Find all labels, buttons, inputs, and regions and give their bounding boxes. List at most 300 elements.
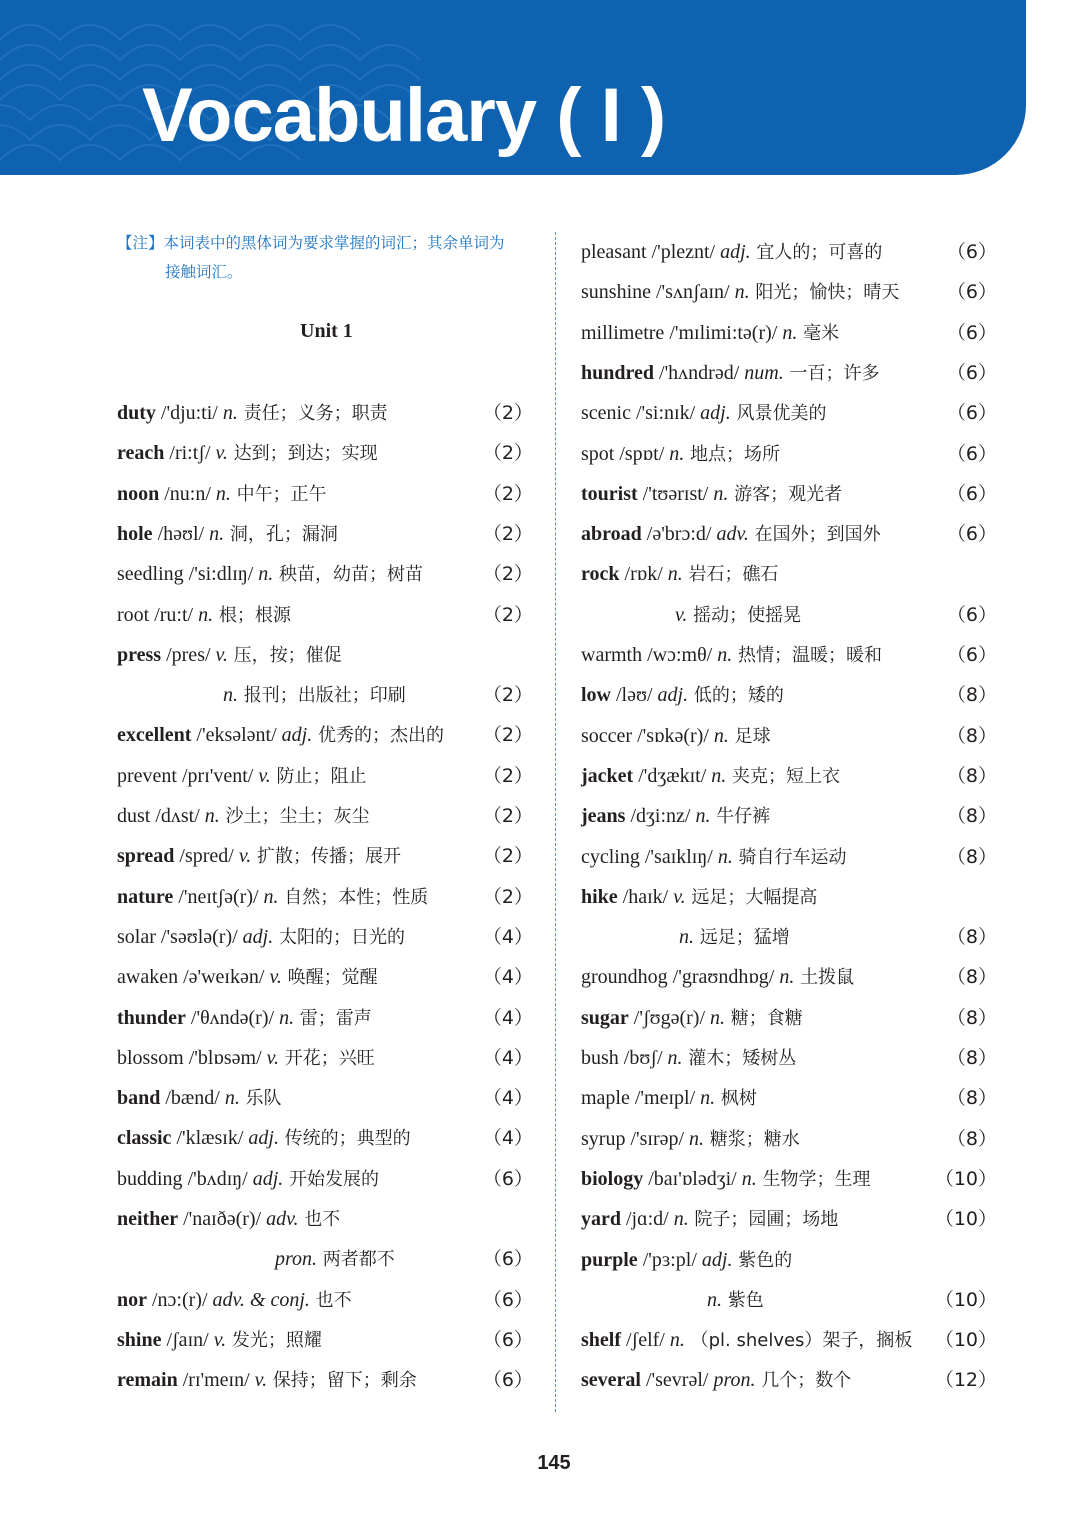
part-of-speech: n.	[204, 805, 220, 827]
part-of-speech: n.	[710, 1006, 726, 1029]
phonetic: /baɪ'ɒlədʒi/	[643, 1167, 742, 1190]
phonetic: /'saɪklɪŋ/	[639, 845, 718, 868]
page-reference: （8）	[946, 926, 997, 949]
page-reference: （6）	[946, 442, 997, 465]
page-reference: （4）	[482, 966, 533, 989]
page-reference: （6）	[482, 1328, 533, 1351]
definition: 低的；矮的	[688, 685, 784, 707]
part-of-speech: adv. & conj.	[212, 1288, 310, 1311]
word: spread	[117, 845, 175, 868]
page-reference: （8）	[946, 845, 997, 868]
page-reference: （6）	[946, 281, 997, 304]
vocab-entry	[581, 640, 997, 670]
phonetic: /ru:t/	[149, 603, 199, 626]
word: hole	[117, 522, 153, 545]
vocab-entry	[117, 479, 533, 509]
phonetic: /'meɪpl/	[629, 1087, 701, 1110]
definition: 秧苗，幼苗；树苗	[273, 564, 424, 586]
part-of-speech: adj.	[248, 1127, 279, 1150]
part-of-speech: n.	[707, 1288, 722, 1311]
definition: 中午；正午	[230, 483, 327, 505]
part-of-speech: adj.	[252, 1167, 284, 1190]
definition: 热情；温暖；暖和	[732, 645, 882, 666]
part-of-speech: n.	[223, 684, 238, 707]
definition: 生物学；生理	[756, 1168, 871, 1190]
definition: 达到；到达；实现	[227, 443, 378, 465]
word: solar	[117, 925, 156, 948]
definition: 几个；数个	[755, 1370, 852, 1392]
part-of-speech: v.	[213, 1328, 227, 1351]
part-of-speech: adj.	[701, 1248, 733, 1271]
page-reference: （4）	[482, 925, 533, 948]
definition: 优秀的；杰出的	[312, 725, 444, 747]
vocab-entry	[117, 1204, 533, 1234]
phonetic: /'sevrəl/	[640, 1369, 714, 1392]
phonetic: /'səʊlə(r)/	[155, 925, 243, 948]
definition: 灌木；矮树丛	[682, 1048, 797, 1069]
vocab-entry	[707, 1285, 997, 1315]
word: awaken	[117, 966, 179, 989]
page-reference: （8）	[946, 1127, 997, 1150]
phonetic: /ə'weɪkən/	[178, 966, 270, 989]
part-of-speech: n.	[263, 885, 279, 908]
page-reference: （6）	[946, 603, 997, 626]
word: jeans	[581, 805, 626, 828]
word: shelf	[581, 1329, 621, 1352]
part-of-speech: v.	[269, 966, 282, 989]
part-of-speech: n.	[669, 442, 685, 465]
definition: 紫色	[722, 1289, 764, 1311]
vocab-entry	[117, 1285, 533, 1315]
vocab-entry	[117, 559, 533, 589]
definition: 远足；大幅提高	[685, 886, 818, 908]
definition: 毫米	[797, 322, 840, 344]
vocab-entry	[581, 519, 997, 549]
phonetic: /dʌst/	[150, 805, 205, 827]
definition: 开花；兴旺	[279, 1047, 375, 1069]
vocab-entry	[117, 720, 533, 750]
part-of-speech: adv.	[266, 1208, 299, 1230]
page-reference: （2）	[482, 764, 533, 787]
page-reference: （2）	[482, 684, 533, 707]
vocab-entry	[275, 1244, 533, 1274]
word: warmth	[581, 644, 643, 666]
vocab-entry	[581, 721, 997, 751]
phonetic: /bænd/	[160, 1087, 225, 1110]
part-of-speech: n.	[224, 1087, 240, 1110]
vocab-entry	[581, 1365, 997, 1395]
vocab-entry	[117, 1164, 533, 1194]
unit-heading: Unit 1	[300, 320, 353, 342]
word: several	[581, 1369, 641, 1392]
page-reference: （8）	[946, 1087, 997, 1110]
page-reference: （8）	[946, 764, 997, 787]
word: remain	[117, 1369, 178, 1392]
page-reference: （2）	[482, 885, 533, 908]
page-reference: （8）	[946, 684, 997, 707]
word: sugar	[581, 1006, 629, 1029]
page-reference: （4）	[482, 1046, 533, 1069]
word: rock	[581, 563, 620, 586]
word: blossom	[117, 1046, 184, 1069]
phonetic: /haɪk/	[617, 885, 674, 908]
definition: 发光；照耀	[226, 1329, 322, 1351]
vocab-entry	[117, 1083, 533, 1113]
word: scenic	[581, 402, 631, 425]
definition: 阳光；愉快；晴天	[749, 282, 900, 304]
vocab-entry	[117, 600, 533, 630]
vocab-entry	[581, 318, 997, 348]
vocab-entry	[581, 1124, 997, 1154]
note-line-1: 【注】本词表中的黑体词为要求掌握的词汇；其余单词为	[117, 234, 505, 252]
phonetic: /ʃelf/	[621, 1329, 670, 1352]
definition: 根；根源	[213, 604, 291, 626]
vocab-entry	[223, 680, 533, 710]
phonetic: /'bʌdɪŋ/	[182, 1167, 253, 1190]
phonetic: /'pɜ:pl/	[637, 1248, 702, 1271]
column-divider	[555, 232, 556, 1412]
vocab-entry	[581, 962, 997, 992]
vocab-entry	[117, 922, 533, 952]
part-of-speech: n.	[713, 482, 729, 505]
definition: 风景优美的	[730, 403, 827, 425]
header-banner	[0, 0, 1026, 175]
part-of-speech: pron.	[713, 1369, 756, 1392]
page-reference: （2）	[482, 402, 533, 424]
word: root	[117, 603, 150, 626]
word: bush	[581, 1047, 619, 1069]
definition: 也不	[309, 1289, 352, 1311]
phonetic: /'sʌnʃaɪn/	[651, 281, 735, 304]
page-reference: （6）	[946, 241, 997, 263]
vocab-entry	[581, 1003, 997, 1033]
page-reference: （8）	[946, 1006, 997, 1029]
page-reference: （10）	[934, 1288, 997, 1311]
part-of-speech: adj.	[657, 684, 689, 707]
definition: 太阳的；日光的	[273, 926, 405, 948]
word: yard	[581, 1208, 621, 1231]
definition: 乐队	[239, 1088, 282, 1110]
phonetic: /'ʃʊgə(r)/	[628, 1006, 711, 1029]
part-of-speech: adj.	[720, 241, 751, 263]
phonetic: /dʒi:nz/	[625, 805, 696, 828]
phonetic: /'mɪlimi:tə(r)/	[664, 321, 783, 344]
phonetic: /bʊʃ/	[618, 1047, 668, 1069]
page-reference: （2）	[482, 563, 533, 586]
part-of-speech: v.	[673, 885, 686, 908]
word: millimetre	[581, 321, 665, 344]
word: groundhog	[581, 966, 668, 989]
part-of-speech: n.	[782, 321, 798, 344]
vocab-entry	[117, 1043, 533, 1073]
page-reference: （2）	[482, 522, 533, 545]
word: band	[117, 1087, 161, 1110]
word: jacket	[581, 764, 634, 787]
definition: 防止；阻止	[270, 765, 367, 787]
word: abroad	[581, 523, 642, 546]
definition: 开始发展的	[283, 1168, 380, 1190]
word: nor	[117, 1288, 147, 1311]
word: hundred	[581, 361, 655, 384]
vocab-entry	[117, 1123, 533, 1153]
part-of-speech: n.	[673, 1208, 689, 1231]
part-of-speech: n.	[700, 1087, 716, 1110]
definition: 足球	[728, 725, 771, 747]
part-of-speech: n.	[711, 764, 727, 787]
part-of-speech: v.	[266, 1046, 280, 1069]
part-of-speech: v.	[675, 603, 688, 626]
definition: 责任；义务；职责	[237, 403, 388, 424]
page-reference: （6）	[946, 402, 997, 425]
word: budding	[117, 1167, 183, 1190]
part-of-speech: pron.	[275, 1248, 318, 1271]
definition: 报刊；出版社；印刷	[238, 685, 406, 707]
page-reference: （6）	[482, 1369, 533, 1392]
phonetic: /'eksələnt/	[191, 724, 282, 747]
page-reference: （6）	[482, 1167, 533, 1190]
phonetic: /spred/	[174, 845, 239, 868]
part-of-speech: n.	[717, 845, 733, 868]
page-reference: （2）	[482, 805, 533, 827]
vocab-entry	[679, 922, 997, 952]
part-of-speech: n.	[717, 644, 733, 666]
definition: 保持；留下；剩余	[267, 1370, 417, 1392]
vocab-entry	[581, 1164, 997, 1194]
part-of-speech: n.	[258, 563, 274, 586]
phonetic: /'klæsɪk/	[171, 1127, 249, 1150]
page-reference: （6）	[946, 482, 997, 505]
definition: 糖浆；糖水	[704, 1128, 800, 1150]
word: cycling	[581, 845, 640, 868]
definition: 岩石；礁石	[682, 564, 779, 586]
definition: 唤醒；觉醒	[281, 967, 378, 989]
vocab-entry	[581, 358, 997, 388]
word: dust	[117, 805, 151, 827]
vocab-entry	[117, 398, 533, 428]
part-of-speech: v.	[215, 643, 228, 666]
definition: 地点；场所	[684, 443, 780, 465]
definition: 也不	[298, 1209, 341, 1230]
vocab-entry	[581, 1083, 997, 1113]
definition: 紫色的	[732, 1249, 793, 1271]
page-reference: （8）	[946, 1047, 997, 1069]
part-of-speech: n.	[667, 1047, 683, 1069]
word: duty	[117, 402, 156, 424]
note-line-2: 接触词汇。	[165, 263, 243, 281]
vocab-entry	[581, 761, 997, 791]
vocab-entry	[581, 801, 997, 831]
phonetic: /'dʒækɪt/	[633, 764, 712, 787]
word: pleasant	[581, 241, 647, 263]
vocab-entry	[581, 680, 997, 710]
word: soccer	[581, 724, 633, 747]
word: hike	[581, 885, 618, 908]
vocab-entry	[581, 1325, 997, 1355]
phonetic: /'θʌndə(r)/	[185, 1006, 280, 1029]
phonetic: /ʃaɪn/	[161, 1328, 214, 1351]
page-reference: （10）	[934, 1208, 997, 1231]
word: maple	[581, 1087, 630, 1110]
vocab-entry	[117, 438, 533, 468]
phonetic: /rɒk/	[619, 563, 668, 586]
part-of-speech: v.	[215, 442, 228, 465]
part-of-speech: n.	[713, 724, 729, 747]
phonetic: /'si:nɪk/	[630, 402, 701, 425]
page-reference: （10）	[934, 1329, 997, 1352]
phonetic: /wɔ:mθ/	[642, 644, 718, 666]
page-reference: （6）	[946, 523, 997, 546]
word: excellent	[117, 724, 192, 747]
part-of-speech: adj.	[700, 402, 731, 425]
vocab-entry	[117, 640, 533, 670]
page-reference: （2）	[482, 442, 533, 465]
word: tourist	[581, 482, 638, 505]
word: biology	[581, 1167, 644, 1190]
vocab-entry	[117, 1325, 533, 1355]
definition: 自然；本性；性质	[278, 886, 429, 908]
word: classic	[117, 1127, 172, 1150]
page-reference: （4）	[482, 1087, 533, 1110]
vocab-entry	[581, 1245, 997, 1275]
vocab-entry	[581, 439, 997, 469]
page-reference: （4）	[482, 1006, 533, 1029]
part-of-speech: v.	[258, 764, 271, 787]
definition: 骑自行车运动	[732, 846, 847, 868]
vocab-entry	[581, 842, 997, 872]
page-reference: （8）	[946, 724, 997, 747]
word: reach	[117, 442, 165, 465]
definition: 宜人的；可喜的	[750, 242, 883, 263]
vocab-entry	[581, 559, 997, 589]
vocab-entry	[581, 479, 997, 509]
word: purple	[581, 1248, 638, 1271]
page-reference: （10）	[934, 1167, 997, 1190]
phonetic: /ri:tʃ/	[164, 442, 216, 465]
definition: 扩散；传播；展开	[251, 846, 401, 868]
vocab-entry	[117, 1003, 533, 1033]
part-of-speech: n.	[198, 603, 214, 626]
vocab-entry	[581, 398, 997, 428]
vocab-entry	[581, 277, 997, 307]
part-of-speech: adj.	[281, 724, 313, 747]
phonetic: /həʊl/	[152, 522, 210, 545]
word: low	[581, 684, 611, 707]
part-of-speech: n.	[667, 563, 683, 586]
definition: 两者都不	[317, 1249, 395, 1271]
phonetic: /'blɒsəm/	[183, 1046, 267, 1069]
definition: （pl. shelves）架子，搁板	[684, 1330, 913, 1352]
word: thunder	[117, 1006, 186, 1029]
page-reference: （2）	[482, 724, 533, 747]
part-of-speech: n.	[695, 805, 711, 828]
word: nature	[117, 885, 174, 908]
phonetic: /pres/	[161, 643, 216, 666]
phonetic: /ə'brɔ:d/	[641, 523, 717, 546]
phonetic: /'graʊndhɒg/	[667, 966, 780, 989]
page-title: Vocabulary ( I )	[142, 73, 666, 158]
page-reference: （6）	[946, 361, 997, 384]
part-of-speech: n.	[679, 926, 694, 949]
definition: 游客；观光者	[728, 483, 843, 505]
vocab-entry	[117, 841, 533, 871]
part-of-speech: num.	[744, 361, 784, 384]
page-reference: （2）	[482, 845, 533, 868]
definition: 一百；许多	[783, 362, 880, 384]
word: sunshine	[581, 281, 651, 304]
phonetic: /'sɒkə(r)/	[632, 724, 714, 747]
vocab-entry	[117, 882, 533, 912]
phonetic: /'sɪrəp/	[625, 1127, 690, 1150]
definition: 洞，孔；漏洞	[224, 523, 338, 545]
part-of-speech: n.	[734, 281, 750, 304]
word: seedling	[117, 563, 184, 586]
phonetic: /spɒt/	[614, 442, 670, 465]
definition: 远足；猛增	[694, 927, 790, 949]
page-reference: （2）	[482, 603, 533, 626]
page-reference: （8）	[946, 805, 997, 828]
word: shine	[117, 1328, 162, 1351]
phonetic: /'hʌndrəd/	[654, 361, 745, 384]
word: press	[117, 643, 162, 666]
phonetic: /'neɪtʃə(r)/	[173, 885, 264, 908]
vocab-entry	[117, 761, 533, 791]
page-reference: （6）	[482, 1288, 533, 1311]
word: prevent	[117, 764, 177, 787]
page-number: 145	[537, 1452, 571, 1474]
definition: 枫树	[715, 1088, 757, 1110]
phonetic: /'naɪðə(r)/	[178, 1208, 267, 1230]
definition: 摇动；使摇晃	[687, 604, 802, 626]
vocab-entry	[117, 1365, 533, 1395]
definition: 在国外；到国外	[748, 524, 881, 546]
part-of-speech: n.	[741, 1167, 757, 1190]
phonetic: /'pleznt/	[646, 241, 721, 263]
vocab-entry	[675, 600, 997, 630]
word: neither	[117, 1208, 179, 1230]
vocab-entry	[117, 519, 533, 549]
phonetic: /jɑ:d/	[621, 1208, 674, 1231]
part-of-speech: n.	[222, 402, 238, 424]
vocab-entry	[117, 801, 533, 831]
phonetic: /rɪ'meɪn/	[177, 1369, 255, 1392]
definition: 土拨鼠	[794, 967, 855, 989]
definition: 牛仔裤	[710, 806, 771, 828]
part-of-speech: n.	[779, 966, 795, 989]
page-reference: （4）	[482, 1127, 533, 1150]
definition: 院子；园圃；场地	[688, 1209, 839, 1231]
vocab-entry	[581, 237, 997, 267]
page-reference: （8）	[946, 966, 997, 989]
part-of-speech: n.	[689, 1127, 705, 1150]
part-of-speech: n.	[669, 1329, 685, 1352]
part-of-speech: v.	[254, 1369, 268, 1392]
definition: 夹克；短上衣	[726, 765, 840, 787]
phonetic: /nɔ:(r)/	[147, 1288, 213, 1311]
part-of-speech: n.	[209, 522, 225, 545]
phonetic: /'si:dlɪŋ/	[183, 563, 259, 586]
page-reference: （6）	[482, 1248, 533, 1271]
definition: 沙土；尘土；灰尘	[219, 806, 370, 827]
part-of-speech: n.	[215, 482, 231, 505]
definition: 雷；雷声	[294, 1007, 372, 1029]
definition: 压，按；催促	[227, 644, 342, 666]
phonetic: /prɪ'vent/	[176, 764, 259, 787]
part-of-speech: v.	[238, 845, 252, 868]
phonetic: /ləʊ/	[611, 684, 658, 707]
vocab-entry	[117, 962, 533, 992]
phonetic: /nu:n/	[159, 482, 216, 505]
word: spot	[581, 442, 615, 465]
